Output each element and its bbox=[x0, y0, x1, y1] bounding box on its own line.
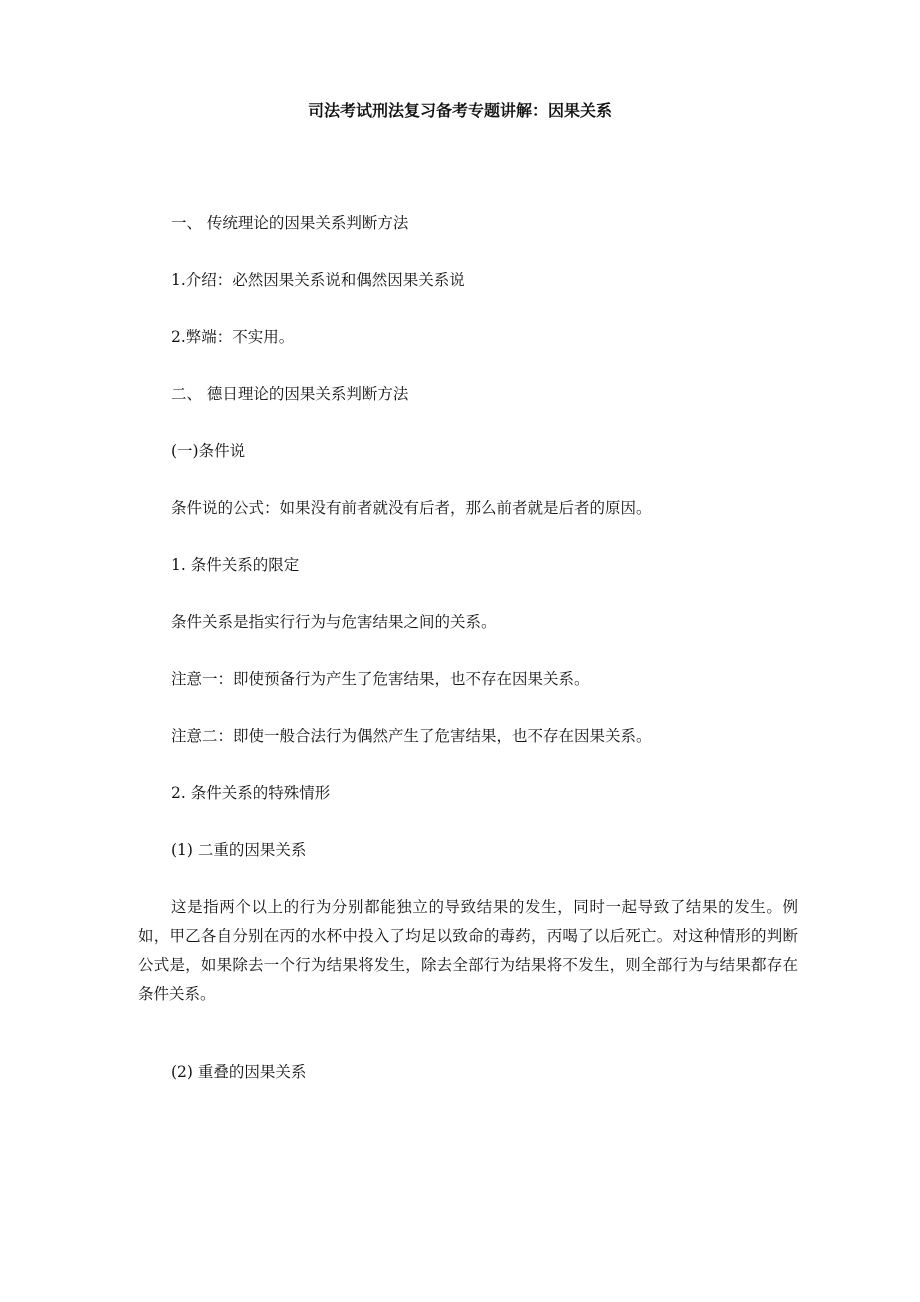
text-line: 2.弊端：不实用。 bbox=[171, 328, 295, 346]
subheading-item-2: 2. 条件关系的特殊情形 bbox=[171, 784, 331, 802]
document-title: 司法考试刑法复习备考专题讲解：因果关系 bbox=[307, 101, 612, 120]
text-line: 条件说的公式：如果没有前者就没有后者，那么前者就是后者的原因。 bbox=[171, 499, 652, 517]
heading-section-1: 一、 传统理论的因果关系判断方法 bbox=[171, 214, 409, 232]
subheading-overlapping-causation: (2) 重叠的因果关系 bbox=[171, 1063, 307, 1081]
subheading-item-1: 1. 条件关系的限定 bbox=[171, 556, 300, 574]
body-paragraph: 这是指两个以上的行为分别都能独立的导致结果的发生，同时一起导致了结果的发生。例如，甲乙各自分别在丙的水杯中投入了均足以致命的毒药，丙喝了以后死亡。对这种情形的判断公式是，如果除去一个行为结果将发生，除去全部行为结果将不发生，则全部行为与结果都存在条件关系。 bbox=[138, 898, 798, 1003]
heading-section-2: 二、 德日理论的因果关系判断方法 bbox=[171, 385, 409, 403]
subheading-double-causation: (1) 二重的因果关系 bbox=[171, 841, 307, 859]
note-one: 注意一：即使预备行为产生了危害结果，也不存在因果关系。 bbox=[171, 670, 590, 688]
note-two: 注意二：即使一般合法行为偶然产生了危害结果，也不存在因果关系。 bbox=[171, 727, 652, 745]
text-line: 1.介绍：必然因果关系说和偶然因果关系说 bbox=[171, 271, 465, 289]
text-line: 条件关系是指实行行为与危害结果之间的关系。 bbox=[171, 613, 497, 631]
subheading-condition-theory: (一)条件说 bbox=[171, 442, 246, 460]
